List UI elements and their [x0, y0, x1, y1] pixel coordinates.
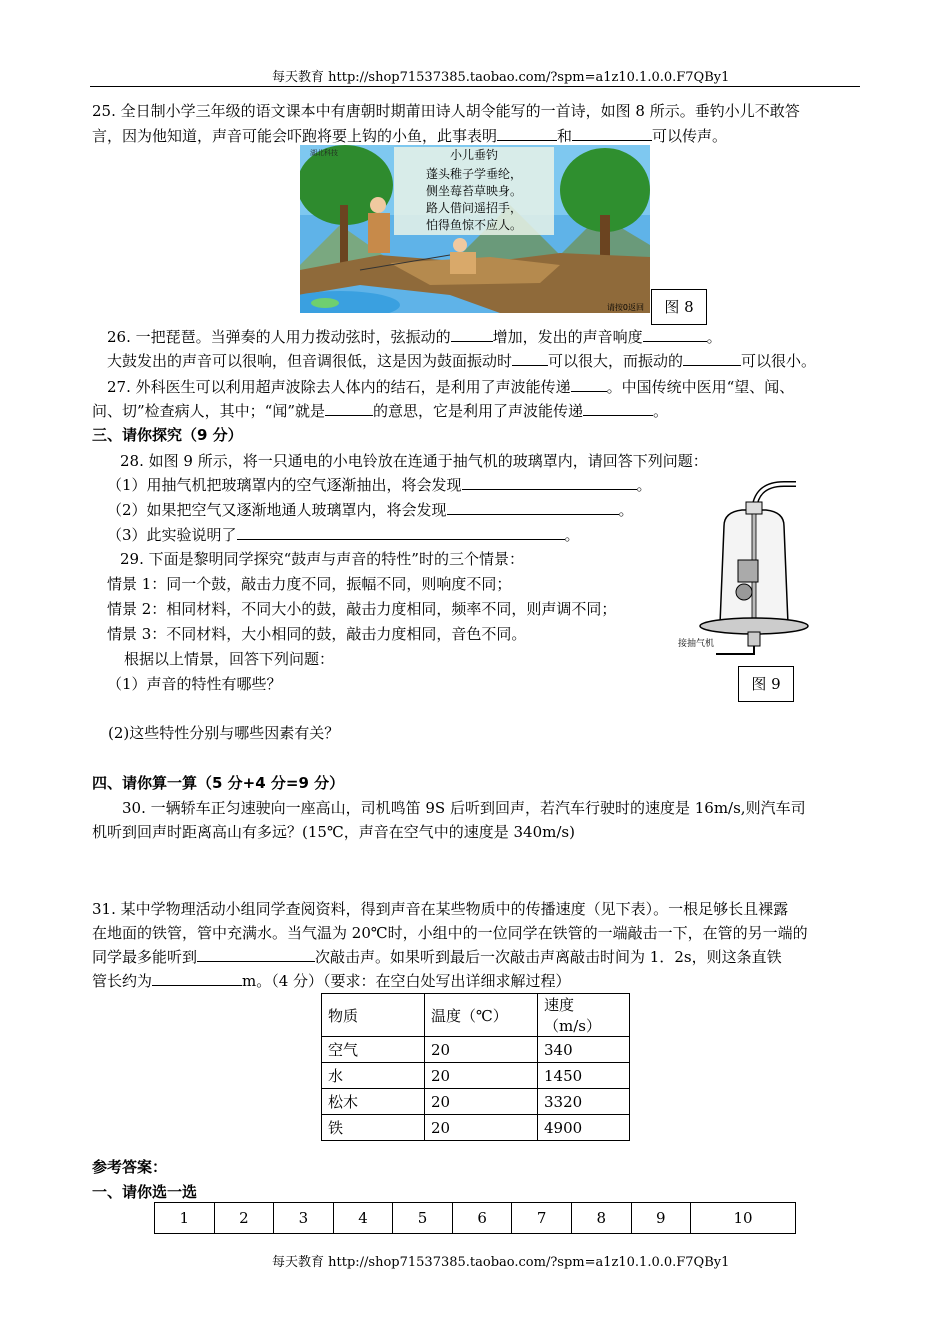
- figure8-poem-line: 怕得鱼惊不应人。: [425, 218, 523, 232]
- figure8-poem-line: 蓬头稚子学垂纶，: [425, 167, 523, 181]
- q31-line1: 31. 某中学物理活动小组同学查阅资料，得到声音在某些物质中的传播速度（见下表）。一根足够长且裸露: [92, 900, 789, 918]
- q31-line2: 在地面的铁管，管中充满水。当气温为 20℃时，小组中的一位同学在铁管的一端敲击一下，在管的另一端的: [92, 924, 808, 942]
- q29-question1: （1）声音的特性有哪些？: [107, 675, 282, 693]
- section4-title: 四、请你算一算（5 分+4 分=9 分）: [92, 774, 345, 792]
- answer-number-cell: 9: [631, 1203, 691, 1234]
- figure8-corner-text: 湖北科技: [310, 149, 338, 157]
- q28-intro: 28. 如图 9 所示，将一只通电的小电铃放在连通于抽气机的玻璃罩内，请回答下列问题：: [120, 452, 708, 470]
- q31-text-d: m。（4 分）（要求：在空白处写出详细求解过程）: [242, 972, 571, 990]
- q28-part2: [107, 499, 634, 520]
- q26-blank-2[interactable]: [643, 327, 707, 342]
- table-row: [322, 1089, 630, 1115]
- speed-table: [321, 993, 630, 1141]
- page-header: 每天教育 http://shop71537385.taobao.com/?spm=a1z10.1.0.0.F7QBy1: [272, 70, 730, 85]
- figure9-pump-text: 接抽气机: [678, 639, 715, 649]
- table-header-cell: 物质: [322, 994, 425, 1037]
- answer-grid: [154, 1202, 796, 1234]
- answer-number-cell: 6: [452, 1203, 512, 1234]
- q27-text-b: 。中国传统中医用“望、闻、: [606, 378, 795, 396]
- answer-number-cell: 7: [512, 1203, 572, 1234]
- q27-text-c: 问、切”检查病人，其中；“闻”就是: [92, 402, 326, 420]
- answer-number-row: [155, 1203, 796, 1234]
- table-cell: 20: [425, 1063, 538, 1089]
- figure8-poem-line: 侧坐莓苔草映身。: [425, 184, 523, 198]
- header-rule: [90, 86, 860, 87]
- page-footer: 每天教育 http://shop71537385.taobao.com/?spm=a1z10.1.0.0.F7QBy1: [272, 1255, 730, 1270]
- q27-text-d: 的意思，它是利用了声波能传递: [373, 402, 584, 420]
- q29-intro: 29. 下面是黎明同学探究“鼓声与声音的特性”时的三个情景：: [120, 550, 524, 568]
- q29-scenario1: 情景 1：同一个鼓，敲击力度不同，振幅不同，则响度不同；: [107, 575, 512, 593]
- table-cell: 3320: [538, 1089, 630, 1115]
- table-header-row: [322, 994, 630, 1037]
- q26-blank-4[interactable]: [683, 351, 741, 366]
- q31-text-c: 管长约为: [92, 972, 153, 990]
- q27-line2: [92, 400, 668, 421]
- answer-number-cell: 2: [214, 1203, 274, 1234]
- answer-number-cell: 8: [571, 1203, 631, 1234]
- traveler-figure: [370, 197, 386, 213]
- electric-bell: [738, 560, 758, 582]
- q31-line3: [92, 946, 782, 967]
- q30-line2: 机听到回声时距离高山有多远？(15℃，声音在空气中的速度是 340m/s): [92, 823, 575, 841]
- q27-blank-3[interactable]: [583, 401, 653, 416]
- q28-blank-1[interactable]: [462, 475, 637, 490]
- answer-number-cell: 1: [155, 1203, 215, 1234]
- table-cell: 20: [425, 1037, 538, 1063]
- answer-number-cell: 5: [393, 1203, 453, 1234]
- q25-text-a: 言，因为他知道，声音可能会吓跑将要上钩的小鱼，此事表明: [92, 127, 498, 145]
- q27-blank-1[interactable]: [571, 377, 607, 392]
- q26-text-d: 大鼓发出的声音可以很响，但音调很低，这是因为鼓面振动时: [107, 352, 513, 370]
- q28-part1-text: （1）用抽气机把玻璃罩内的空气逐渐抽出，将会发现: [107, 476, 462, 494]
- figure8-bottom-text: 请按0返回: [606, 303, 644, 312]
- q29-scenario3: 情景 3：不同材料，大小相同的鼓，敲击力度相同，音色不同。: [107, 625, 527, 643]
- q26-text-b: 增加，发出的声音响度: [492, 328, 643, 346]
- table-cell: 340: [538, 1037, 630, 1063]
- q25-text-b: 和: [557, 127, 573, 145]
- q29-lead: 根据以上情景，回答下列问题：: [124, 650, 335, 668]
- q27-text-a: 27. 外科医生可以利用超声波除去人体内的结石，是利用了声波能传递: [107, 378, 571, 396]
- figure8-illustration: [300, 145, 650, 313]
- q26-text-c: 。: [706, 328, 722, 346]
- figure9-illustration: [676, 474, 826, 664]
- q26-blank-1[interactable]: [451, 327, 493, 342]
- table-cell: 4900: [538, 1115, 630, 1141]
- q28-blank-2[interactable]: [447, 500, 619, 515]
- q28-part2-text: （2）如果把空气又逐渐地通人玻璃罩内，将会发现: [107, 501, 447, 519]
- q25-line1: 25. 全日制小学三年级的语文课本中有唐朝时期莆田诗人胡令能写的一首诗，如图 8 所示。垂钓小儿不敢答: [92, 102, 800, 120]
- table-cell: 松木: [322, 1089, 425, 1115]
- q28-part1-end: 。: [636, 476, 652, 494]
- q25-blank-2[interactable]: [572, 126, 652, 141]
- table-row: [322, 1037, 630, 1063]
- answers-title: 参考答案：: [92, 1158, 168, 1176]
- q25-blank-1[interactable]: [497, 126, 557, 141]
- q25-text-c: 可以传声。: [652, 127, 728, 145]
- table-header-cell: 温度（℃）: [425, 994, 538, 1037]
- q29-scenario2: 情景 2：相同材料，不同大小的鼓，敲击力度相同，频率不同，则声调不同；: [107, 600, 617, 618]
- q27-blank-2[interactable]: [325, 401, 373, 416]
- table-cell: 20: [425, 1089, 538, 1115]
- q26-line2: [107, 350, 816, 371]
- table-cell: 空气: [322, 1037, 425, 1063]
- q28-part3-text: （3）此实验说明了: [107, 526, 237, 544]
- q26-text-e: 可以很大，而振动的: [548, 352, 684, 370]
- q31-blank-1[interactable]: [197, 947, 315, 962]
- q25-line2: [92, 125, 727, 146]
- answers-section1: 一、请你选一选: [92, 1183, 198, 1201]
- q27-line1: [107, 376, 794, 397]
- table-cell: 水: [322, 1063, 425, 1089]
- q28-part2-end: 。: [618, 501, 634, 519]
- table-row: [322, 1063, 630, 1089]
- section3-title: 三、请你探究（9 分）: [92, 426, 243, 444]
- table-row: [322, 1115, 630, 1141]
- q30-line1: 30. 一辆轿车正匀速驶向一座高山，司机鸣笛 9S 后听到回声，若汽车行驶时的速度是 16m/s,则汽车司: [122, 799, 806, 817]
- q29-question2: (2)这些特性分别与哪些因素有关？: [108, 724, 340, 742]
- q28-part1: [107, 474, 652, 495]
- q26-text-a: 26. 一把琵琶。当弹奏的人用力拨动弦时，弦振动的: [107, 328, 451, 346]
- table-cell: 铁: [322, 1115, 425, 1141]
- figure9-label: 图 9: [738, 666, 794, 702]
- q28-part3: [107, 524, 580, 545]
- q28-part3-end: 。: [564, 526, 580, 544]
- answer-number-cell: 10: [691, 1203, 796, 1234]
- answer-number-cell: 4: [333, 1203, 393, 1234]
- child-figure: [453, 238, 467, 252]
- q31-blank-2[interactable]: [152, 971, 242, 986]
- q26-text-f: 可以很小。: [741, 352, 817, 370]
- figure8-poem-line: 路人借问遥招手，: [425, 201, 523, 215]
- figure8-poem-title: 小儿垂钓: [449, 148, 499, 162]
- q31-line4: [92, 970, 571, 991]
- answer-number-cell: 3: [274, 1203, 334, 1234]
- q26-line1: [107, 326, 722, 347]
- table-cell: 1450: [538, 1063, 630, 1089]
- table-cell: 20: [425, 1115, 538, 1141]
- q31-text-b: 次敲击声。如果听到最后一次敲击声离敲击时间为 1．2s，则这条直铁: [315, 948, 782, 966]
- q26-blank-3[interactable]: [512, 351, 548, 366]
- table-header-cell: 速度（m/s）: [538, 994, 630, 1037]
- q31-text-a: 同学最多能听到: [92, 948, 198, 966]
- figure8-label: 图 8: [651, 289, 707, 325]
- q28-blank-3[interactable]: [237, 525, 565, 540]
- q27-text-e: 。: [653, 402, 669, 420]
